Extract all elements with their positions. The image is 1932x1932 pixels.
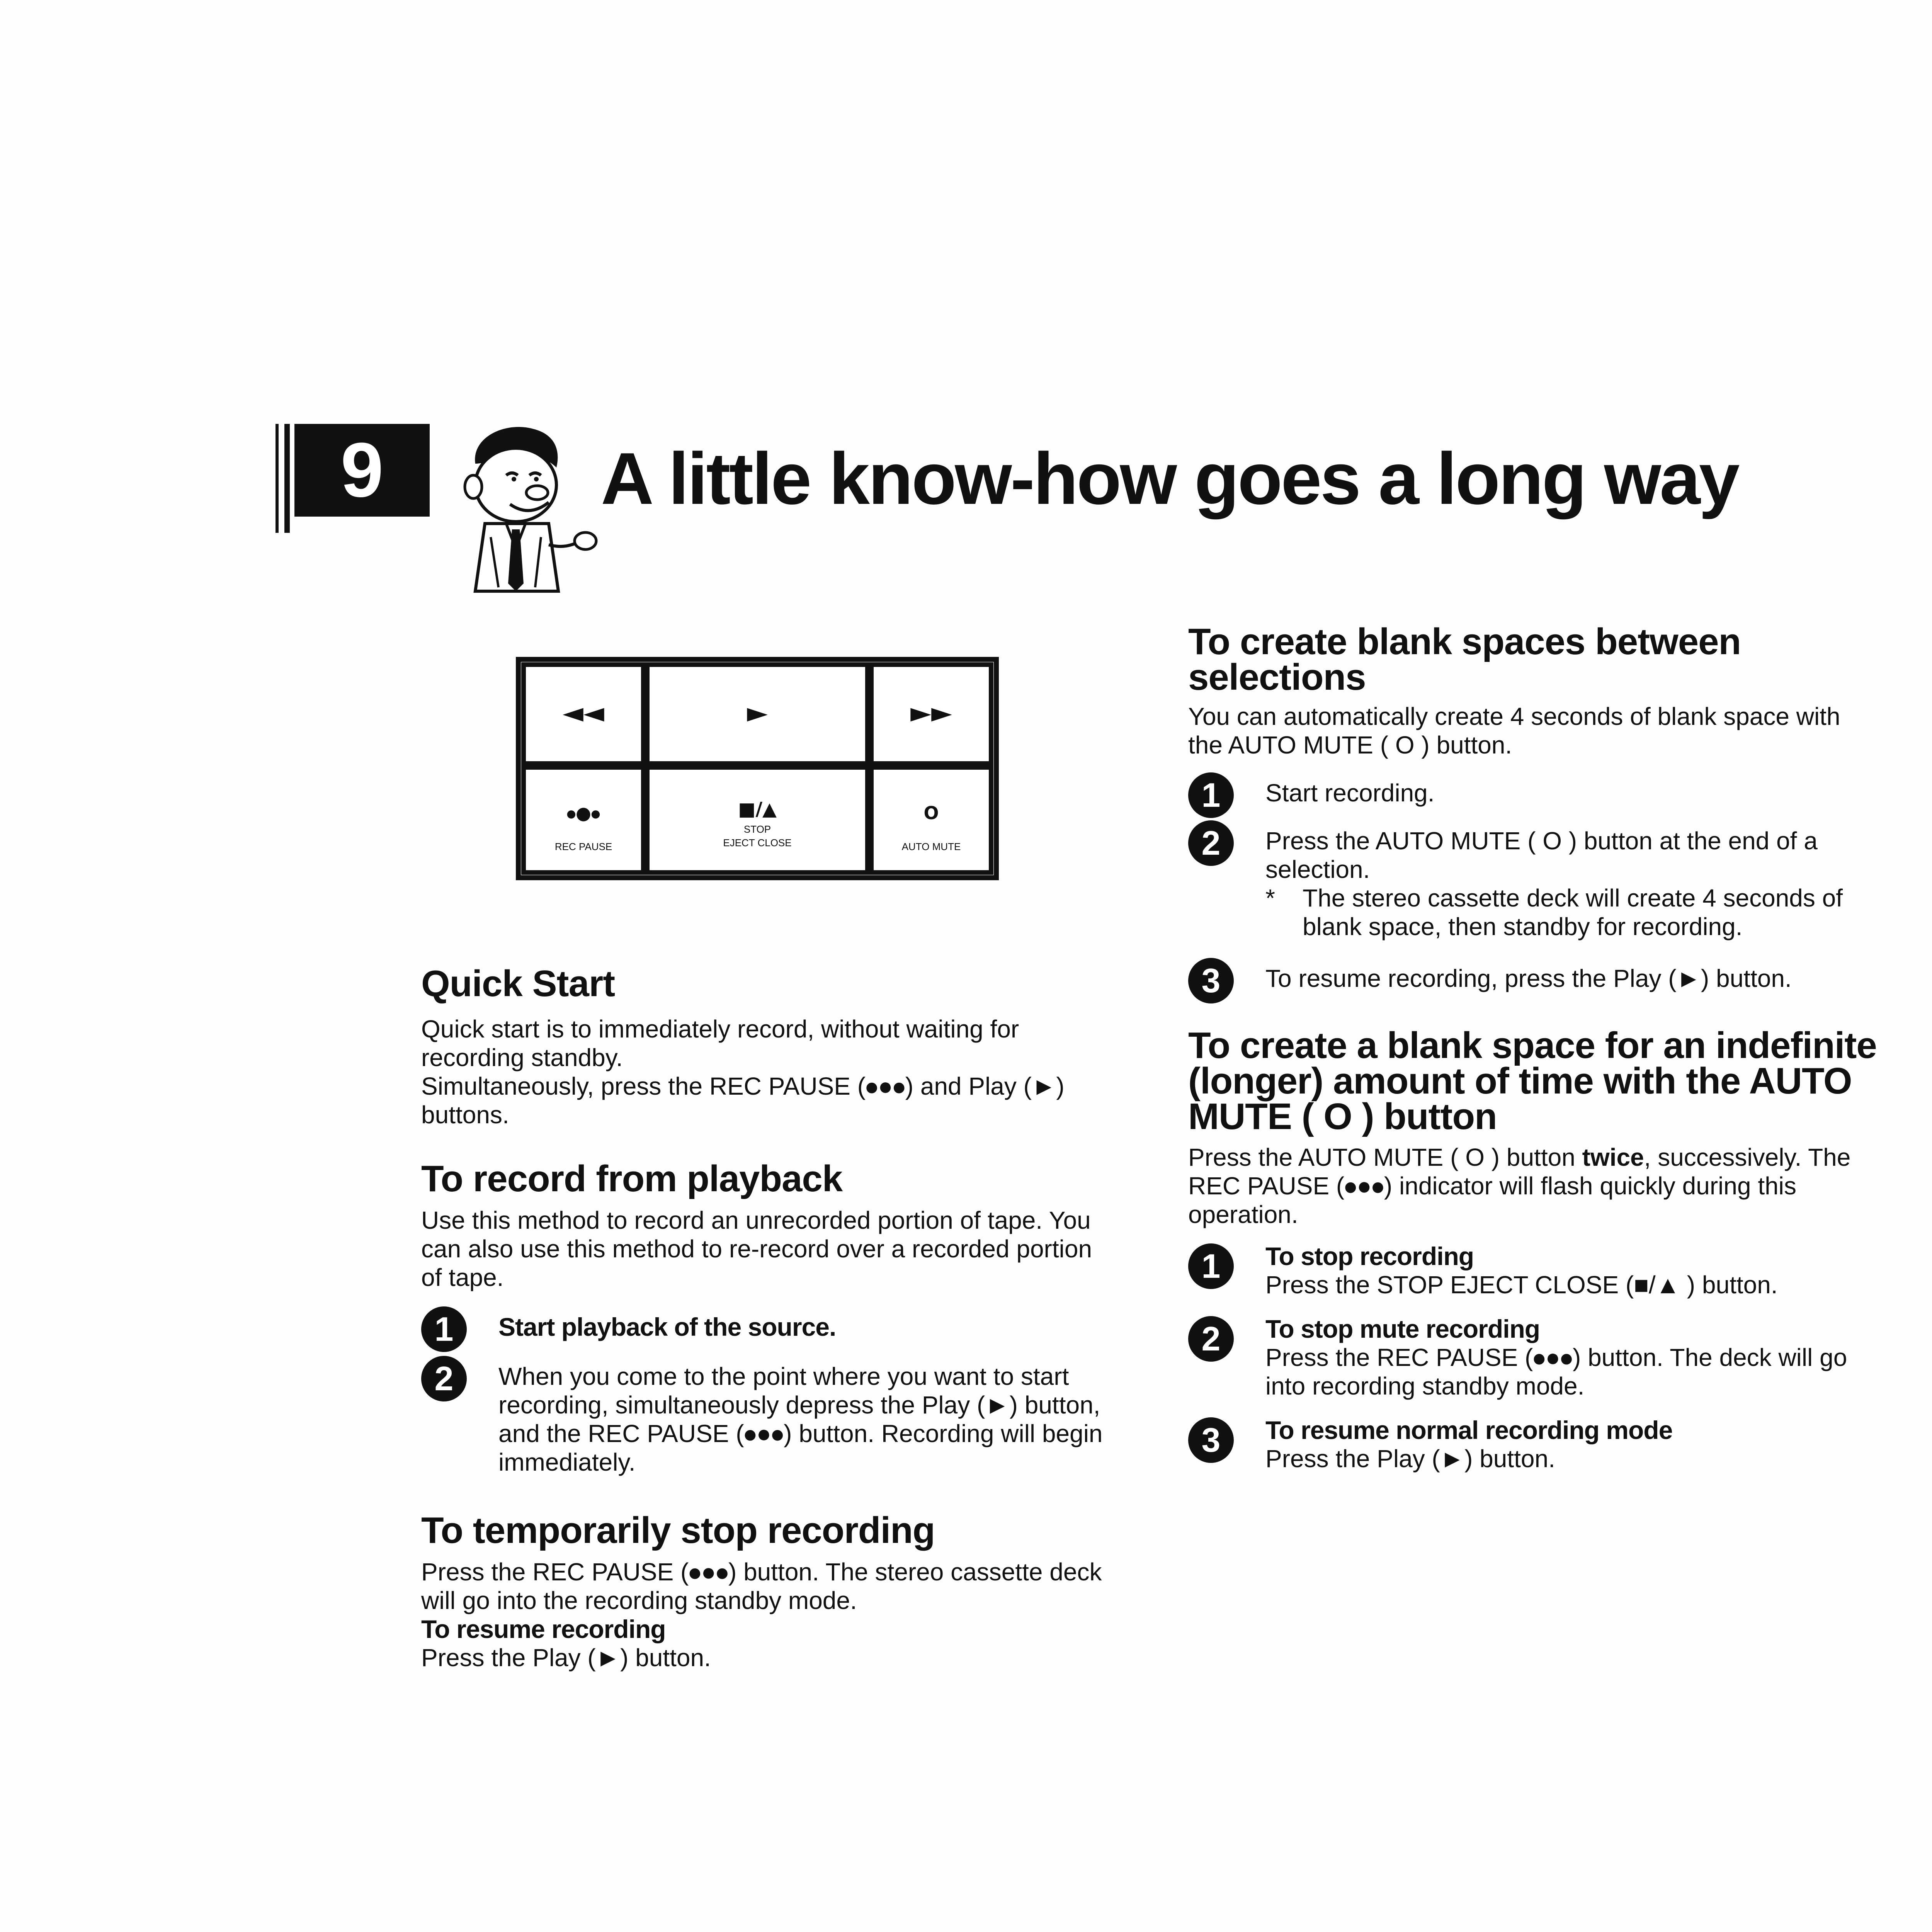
body-text-pre: Press the AUTO MUTE ( O ) button [1188, 1143, 1582, 1171]
auto-mute-icon: O [923, 803, 939, 823]
step-title: To stop recording [1265, 1242, 1474, 1270]
step-number-icon: 3 [1188, 958, 1234, 1003]
rec-pause-label: REC PAUSE [554, 841, 612, 852]
control-panel-diagram [516, 657, 999, 880]
step-number-icon: 2 [1188, 1316, 1234, 1362]
indefinite-body [1188, 1143, 1880, 1229]
blank-spaces-heading: To create blank spaces between selections [1188, 621, 1741, 698]
step-text: Start playback of the source. [498, 1313, 836, 1341]
play-icon: ► [747, 697, 768, 728]
indefinite-step-3 [1188, 1416, 1880, 1473]
stop-eject-icon: ■/▲ [738, 798, 777, 820]
step-number-icon: 1 [1188, 772, 1234, 818]
rec-pause-icon: ⦁●⦁ [566, 803, 600, 823]
step-text: Start recording. [1265, 779, 1435, 807]
temp-stop-body: Press the REC PAUSE (⦁●⦁) button. The stereo cassette deck will go into the recording standby mode. [421, 1558, 1102, 1614]
chapter-number: 9 [340, 427, 384, 513]
step-title: To resume normal recording mode [1265, 1416, 1673, 1444]
quick-start-body-1: Quick start is to immediately record, without waiting for recording standby. [421, 1015, 1019, 1071]
section-indefinite-blank [1188, 1025, 1880, 1473]
record-playback-step-1 [421, 1305, 1113, 1348]
step-number-icon: 1 [421, 1306, 467, 1352]
body-text-bold: twice [1582, 1143, 1644, 1171]
section-blank-spaces [1188, 621, 1880, 1000]
step-number-icon: 2 [421, 1356, 467, 1401]
indefinite-heading: To create a blank space for an indefinite (longer) amount of time with the AUTO MUTE ( O ) button [1188, 1025, 1877, 1137]
step-text: Press the REC PAUSE (⦁●⦁) button. The deck will go into recording standby mode. [1265, 1344, 1847, 1400]
note-text: The stereo cassette deck will create 4 seconds of blank space, then standby for recording. [1303, 884, 1843, 940]
step-number-icon: 2 [1188, 820, 1234, 866]
blank-spaces-step-2 [1188, 819, 1880, 941]
blank-spaces-step-1 [1188, 771, 1880, 814]
fast-forward-icon: ►► [910, 697, 952, 728]
resume-recording-heading: To resume recording [421, 1615, 666, 1643]
chapter-number-box [294, 424, 430, 517]
blank-spaces-note [1265, 884, 1880, 941]
body-text-post: , successively. The REC PAUSE (⦁●⦁) indicator will flash quickly during this operation. [1188, 1143, 1851, 1228]
eject-close-label: EJECT CLOSE [723, 837, 792, 849]
step-text: Press the Play (►) button. [1265, 1445, 1555, 1473]
header-rule-thick [284, 424, 290, 533]
blank-spaces-step-3 [1188, 956, 1880, 1000]
record-playback-heading: To record from playback [421, 1158, 843, 1199]
step-number-icon: 1 [1188, 1243, 1234, 1289]
quick-start-body-2: Simultaneously, press the REC PAUSE (⦁●⦁) and Play (►) buttons. [421, 1072, 1065, 1129]
step-text: When you come to the point where you want to start recording, simultaneously depress the Play (►) button, and the REC PAUSE (⦁●⦁) button. Recording will begin immediately. [498, 1362, 1103, 1476]
auto-mute-label: AUTO MUTE [901, 841, 961, 852]
record-playback-body: Use this method to record an unrecorded portion of tape. You can also use this method to re-record over a recorded portion of tape. [421, 1206, 1092, 1291]
step-number-icon: 3 [1188, 1417, 1234, 1463]
resume-recording-body: Press the Play (►) button. [421, 1644, 711, 1672]
step-text: To resume recording, press the Play (►) button. [1265, 964, 1792, 992]
page-title: A little know-how goes a long way [601, 438, 1738, 520]
section-quick-start [421, 963, 1113, 1129]
indefinite-step-2 [1188, 1315, 1880, 1400]
record-playback-step-2 [421, 1354, 1113, 1476]
rewind-icon: ◄◄ [563, 697, 604, 728]
quick-start-heading: Quick Start [421, 963, 615, 1004]
step-text: Press the STOP EJECT CLOSE (■/▲ ) button. [1265, 1271, 1778, 1299]
stop-label: STOP [743, 823, 771, 835]
step-text: Press the AUTO MUTE ( O ) button at the end of a selection. [1265, 827, 1818, 883]
mascot-illustration [448, 421, 599, 595]
header-rule-thin [276, 424, 279, 533]
note-asterisk: * [1265, 884, 1275, 912]
section-record-from-playback [421, 1158, 1113, 1476]
blank-spaces-body: You can automatically create 4 seconds of blank space with the AUTO MUTE ( O ) button. [1188, 702, 1840, 759]
section-temporarily-stop [421, 1510, 1113, 1672]
indefinite-step-1 [1188, 1242, 1880, 1299]
temp-stop-heading: To temporarily stop recording [421, 1510, 935, 1551]
step-title: To stop mute recording [1265, 1315, 1540, 1343]
